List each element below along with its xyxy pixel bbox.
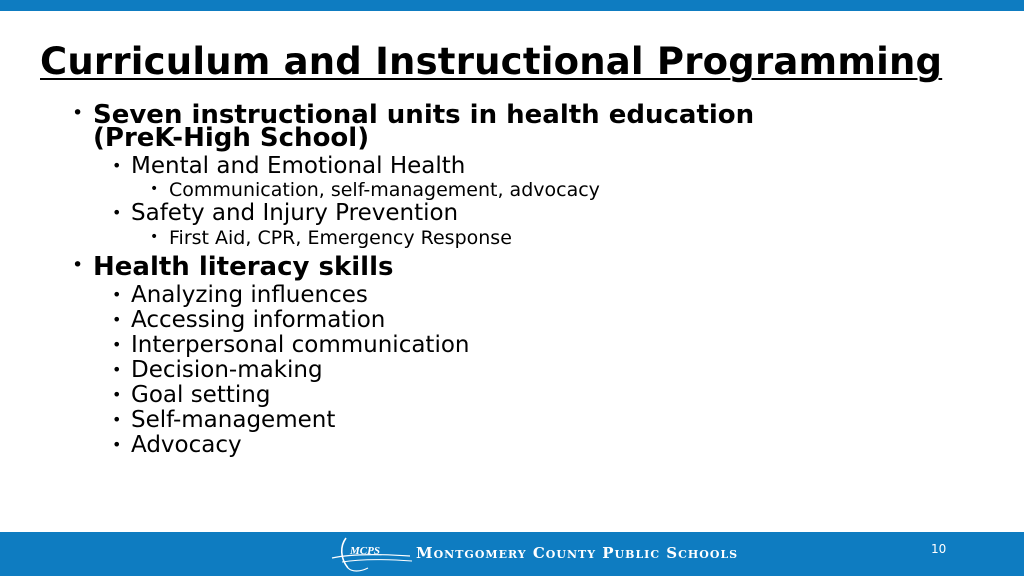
skill-label: Goal setting xyxy=(131,382,271,408)
bullet: • xyxy=(112,435,122,454)
skills-heading: Health literacy skills xyxy=(93,252,394,282)
bullet: • xyxy=(112,285,122,304)
unit-label: Safety and Injury Prevention xyxy=(131,200,459,226)
bullet: • xyxy=(112,410,122,429)
footer-bar xyxy=(0,532,1024,576)
heading-line-2: (PreK-High School) xyxy=(93,123,370,153)
bullet: • xyxy=(112,385,122,404)
logo-text: MCPS xyxy=(350,545,380,557)
skill-label: Analyzing influences xyxy=(131,282,368,308)
bullet: • xyxy=(112,310,122,329)
skill-label: Decision-making xyxy=(131,357,323,383)
unit-label: Mental and Emotional Health xyxy=(131,153,466,179)
unit-detail-text: Communication, self-management, advocacy xyxy=(169,179,600,201)
school-name: Montgomery County Public Schools xyxy=(416,544,739,562)
bullet: • xyxy=(112,203,122,222)
skill-label: Accessing information xyxy=(131,307,386,333)
skill-label: Interpersonal communication xyxy=(131,332,470,358)
bullet: • xyxy=(150,181,159,197)
bullet: • xyxy=(112,360,122,379)
bullet: • xyxy=(72,254,84,276)
heading-line-1: Seven instructional units in health education xyxy=(93,100,755,130)
bullet: • xyxy=(150,229,159,245)
page-number: 10 xyxy=(931,542,947,556)
unit-detail-text: First Aid, CPR, Emergency Response xyxy=(169,227,512,249)
slide-title: Curriculum and Instructional Programming xyxy=(40,40,943,83)
bullet: • xyxy=(72,102,84,124)
skill-label: Self-management xyxy=(131,407,336,433)
skill-label: Advocacy xyxy=(131,432,242,458)
bullet: • xyxy=(112,335,122,354)
mcps-logo-icon xyxy=(330,532,420,576)
bullet: • xyxy=(112,156,122,175)
